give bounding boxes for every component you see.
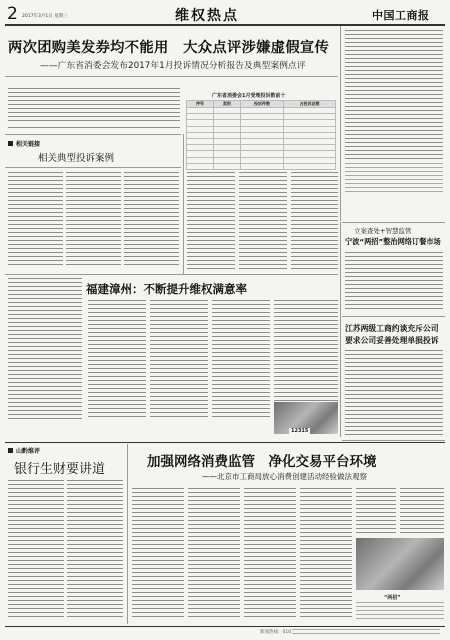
fujian-headline: 福建漳州：不断提升维权满意率 [86,282,247,296]
banking-body-1 [8,480,64,620]
banking-column-label: 山黔维评 [16,448,41,455]
lower-section-rule [5,442,445,443]
cases-col-2 [66,172,121,267]
square-bullet-icon [8,141,13,146]
storefront-photo [356,538,444,590]
fujian-col-3 [212,300,270,420]
photo-caption-text [356,602,444,620]
col-header-category: 类别 [213,101,240,108]
fujian-col-1 [88,300,146,420]
banking-headline: 银行生财要讲道 [14,462,106,477]
footer-hotline: 新闻热线：010 [260,630,292,635]
paper-name-logo: 中国工商报 [372,9,430,22]
complaint-table-header-row [187,101,336,108]
beijing-col-3 [244,488,296,620]
complaint-table-row [187,163,336,169]
complaint-table-cell [284,163,336,169]
related-links-label: 相关链接 [16,141,41,148]
ningbo-headline: 宁波“两招”整治网络订餐市场 [345,237,441,246]
fujian-col-left [8,278,82,420]
col-header-share: 占投诉总数 [284,101,336,108]
beijing-col-4 [300,488,352,620]
square-bullet-icon [8,448,13,453]
hotline-caption: 12315 [291,428,309,434]
col-header-count: 投诉件数 [240,101,283,108]
lead-subheadline: ——广东省消委会发布2017年1月投诉情况分析报告及典型案例点评 [40,61,306,71]
fujian-col-2 [150,300,208,420]
banking-column-tag [8,446,40,455]
complaint-table-body [187,108,336,170]
complaint-table-cell [187,163,214,169]
page-number: 2 [7,4,18,24]
lead-body-col-4 [291,172,338,272]
lead-body-col-3 [239,172,287,272]
complaint-table-cell [240,163,283,169]
jiangsu-headline-1: 江苏两级工商约谈充斥公司 [345,324,439,333]
section-title: 维权热点 [175,8,239,24]
footer-text [292,629,440,635]
beijing-col-6 [400,488,444,536]
right-top-text-2 [345,163,443,195]
banking-body-2 [67,480,123,620]
lead-body-text-2 [8,127,180,131]
beijing-col-2 [188,488,240,620]
right-top-text [345,30,443,160]
cases-col-1 [8,172,63,267]
beijing-col-5 [356,488,396,536]
ningbo-body [345,252,443,312]
complaint-table-grid [186,100,336,170]
complaint-table-title: 广东省消委会1月受理投诉数前十 [212,93,286,99]
complaint-table-cell [213,163,240,169]
footer-rule [5,626,445,627]
col-header-index: 序号 [187,101,214,108]
fujian-col-4 [274,300,338,410]
cases-col-3 [124,172,179,267]
ningbo-kicker: 立案查处+智慧监管 [354,227,412,235]
jiangsu-headline-2: 要求公司妥善处理单损投诉 [345,336,439,345]
related-links-tag [8,139,40,148]
photo-caption: “两招” [384,595,401,601]
complaint-table [186,100,336,170]
lead-body-col-2 [187,172,235,272]
beijing-col-1 [132,488,184,620]
lead-headline: 两次团购美发券均不能用 大众点评涉嫌虚假宣传 [8,40,330,56]
beijing-subheadline: ——北京市工商局放心消费创建活动经验做法观察 [202,472,367,481]
jiangsu-body [345,350,443,438]
masthead-rule [5,24,445,26]
lead-body-text-1 [8,88,180,122]
issue-date: 2017年3月1日 星期三 [22,14,68,19]
related-cases-headline: 相关典型投诉案例 [38,153,115,164]
beijing-headline: 加强网络消费监管 净化交易平台环境 [147,454,377,470]
